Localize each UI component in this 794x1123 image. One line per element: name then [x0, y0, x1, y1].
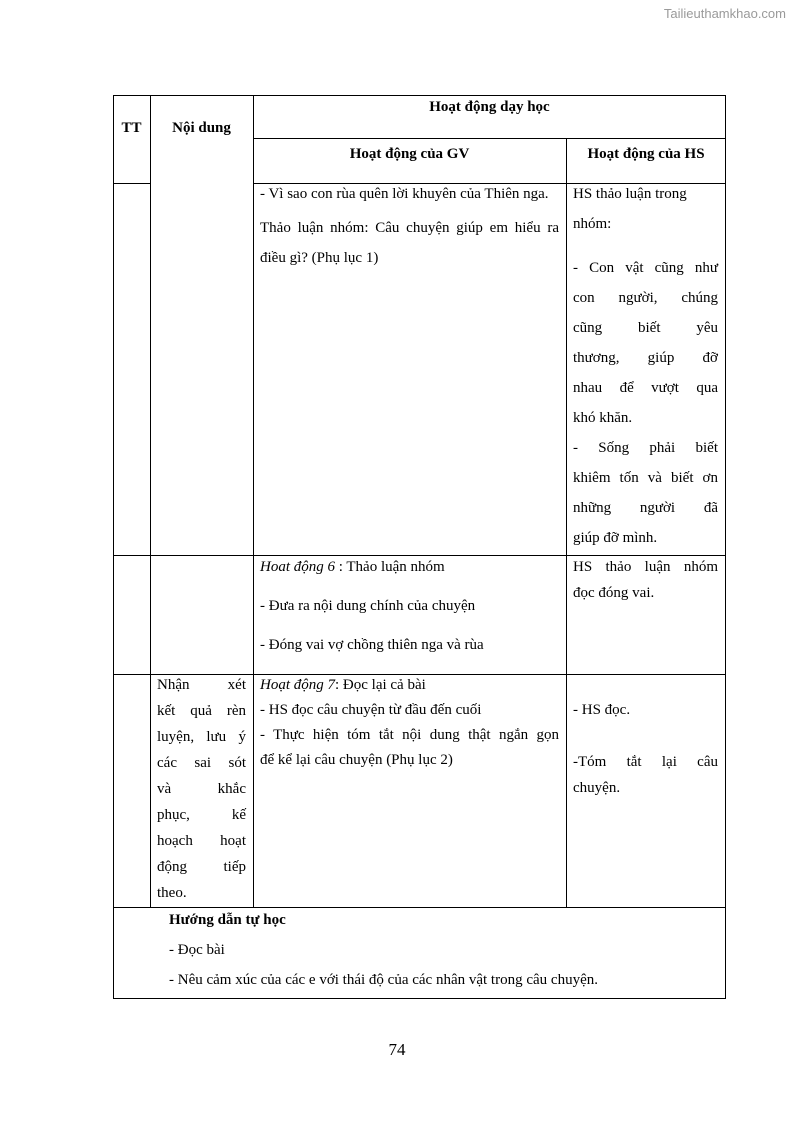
self-study-item: - Nêu cảm xúc của các e với thái độ của các nhân vật trong câu chuyện.: [169, 972, 598, 988]
header-hoat-dong-gv: Hoạt động của GV: [349, 146, 470, 162]
row1-hs-line: khó khăn.: [573, 410, 633, 426]
row1-gv-cell: [260, 179, 559, 273]
row1-hs-line: những người đã: [573, 500, 718, 516]
row1-hs-line: giúp đỡ mình.: [573, 530, 658, 546]
row3-noi-dung-line: hoạch hoạt: [157, 833, 246, 849]
header-noi-dung: Nội dung: [172, 120, 231, 136]
lesson-table: [113, 95, 726, 999]
row3-noi-dung-line: kết quả rèn: [157, 703, 246, 719]
row3-noi-dung-cell: [157, 672, 246, 906]
row1-hs-line: HS thảo luận trong: [573, 186, 687, 202]
row3-noi-dung-line: theo.: [157, 885, 187, 901]
row1-hs-cell: [573, 179, 718, 553]
row1-hs-line: - Sống phải biết: [573, 440, 718, 456]
row1-hs-line: - Con vật cũng như: [573, 260, 718, 276]
row3-noi-dung-line: phục, kế: [157, 807, 246, 823]
row2-gv-item: - Đưa ra nội dung chính của chuyện: [260, 598, 476, 614]
activity-7-title: : Đọc lại cả bài: [335, 677, 426, 693]
row1-hs-line: nhau để vượt qua: [573, 380, 718, 396]
row1-gv-question: - Vì sao con rùa quên lời khuyên của Thiên nga.: [260, 186, 549, 202]
row3-hs-read: - HS đọc.: [573, 702, 631, 718]
header-hoat-dong-day-hoc: Hoạt động dạy học: [429, 99, 550, 115]
row1-hs-line: nhóm:: [573, 216, 612, 232]
row3-noi-dung-line: Nhận xét: [157, 677, 246, 693]
activity-7-label: Hoạt động 7: [260, 677, 335, 693]
self-study-title: Hướng dẫn tự học: [169, 912, 286, 928]
row1-gv-discussion: Thảo luận nhóm: Câu chuyện giúp em hiểu ra điều gì? (Phụ lục 1): [260, 220, 559, 266]
activity-6-title: : Thảo luận nhóm: [335, 559, 445, 575]
row3-noi-dung-line: các sai sót: [157, 755, 246, 771]
row3-gv-item: - Thực hiện tóm tắt nội dung thật ngắn gọn: [260, 727, 559, 743]
row3-hs-summary: -Tóm tắt lại câu: [573, 754, 718, 770]
page-number: 74: [388, 1040, 406, 1059]
row1-hs-line: khiêm tốn và biết ơn: [573, 470, 718, 486]
self-study-cell: [169, 905, 719, 995]
row2-hs-line: đọc đóng vai.: [573, 585, 655, 601]
header-tt: TT: [121, 120, 142, 136]
watermark: Tailieuthamkhao.com: [663, 6, 786, 21]
row3-noi-dung-line: động tiếp: [157, 859, 246, 875]
row1-hs-line: thương, giúp đỡ: [573, 350, 718, 366]
row3-gv-title: [260, 673, 559, 698]
row2-gv-title: [260, 552, 559, 582]
row2-hs-cell: [573, 552, 718, 606]
row3-hs-summary: chuyện.: [573, 780, 621, 796]
row1-hs-line: con người, chúng: [573, 290, 718, 306]
self-study-item: - Đọc bài: [169, 942, 225, 958]
row3-noi-dung-line: luyện, lưu ý: [157, 729, 246, 745]
row1-hs-line: cũng biết yêu: [573, 320, 718, 336]
row2-gv-cell: [260, 552, 559, 660]
activity-6-label: Hoat động 6: [260, 559, 335, 575]
row2-hs-line: HS thảo luận nhóm: [573, 559, 718, 575]
row3-gv-item: - HS đọc câu chuyện từ đầu đến cuối: [260, 702, 482, 718]
row3-gv-item: để kể lại câu chuyện (Phụ lục 2): [260, 752, 453, 768]
row2-gv-item: - Đóng vai vợ chồng thiên nga và rùa: [260, 637, 484, 653]
row3-gv-cell: [260, 673, 559, 773]
row3-noi-dung-line: và khắc: [157, 781, 246, 797]
header-hoat-dong-hs: Hoạt động của HS: [587, 146, 705, 162]
row3-hs-cell: [573, 697, 718, 801]
